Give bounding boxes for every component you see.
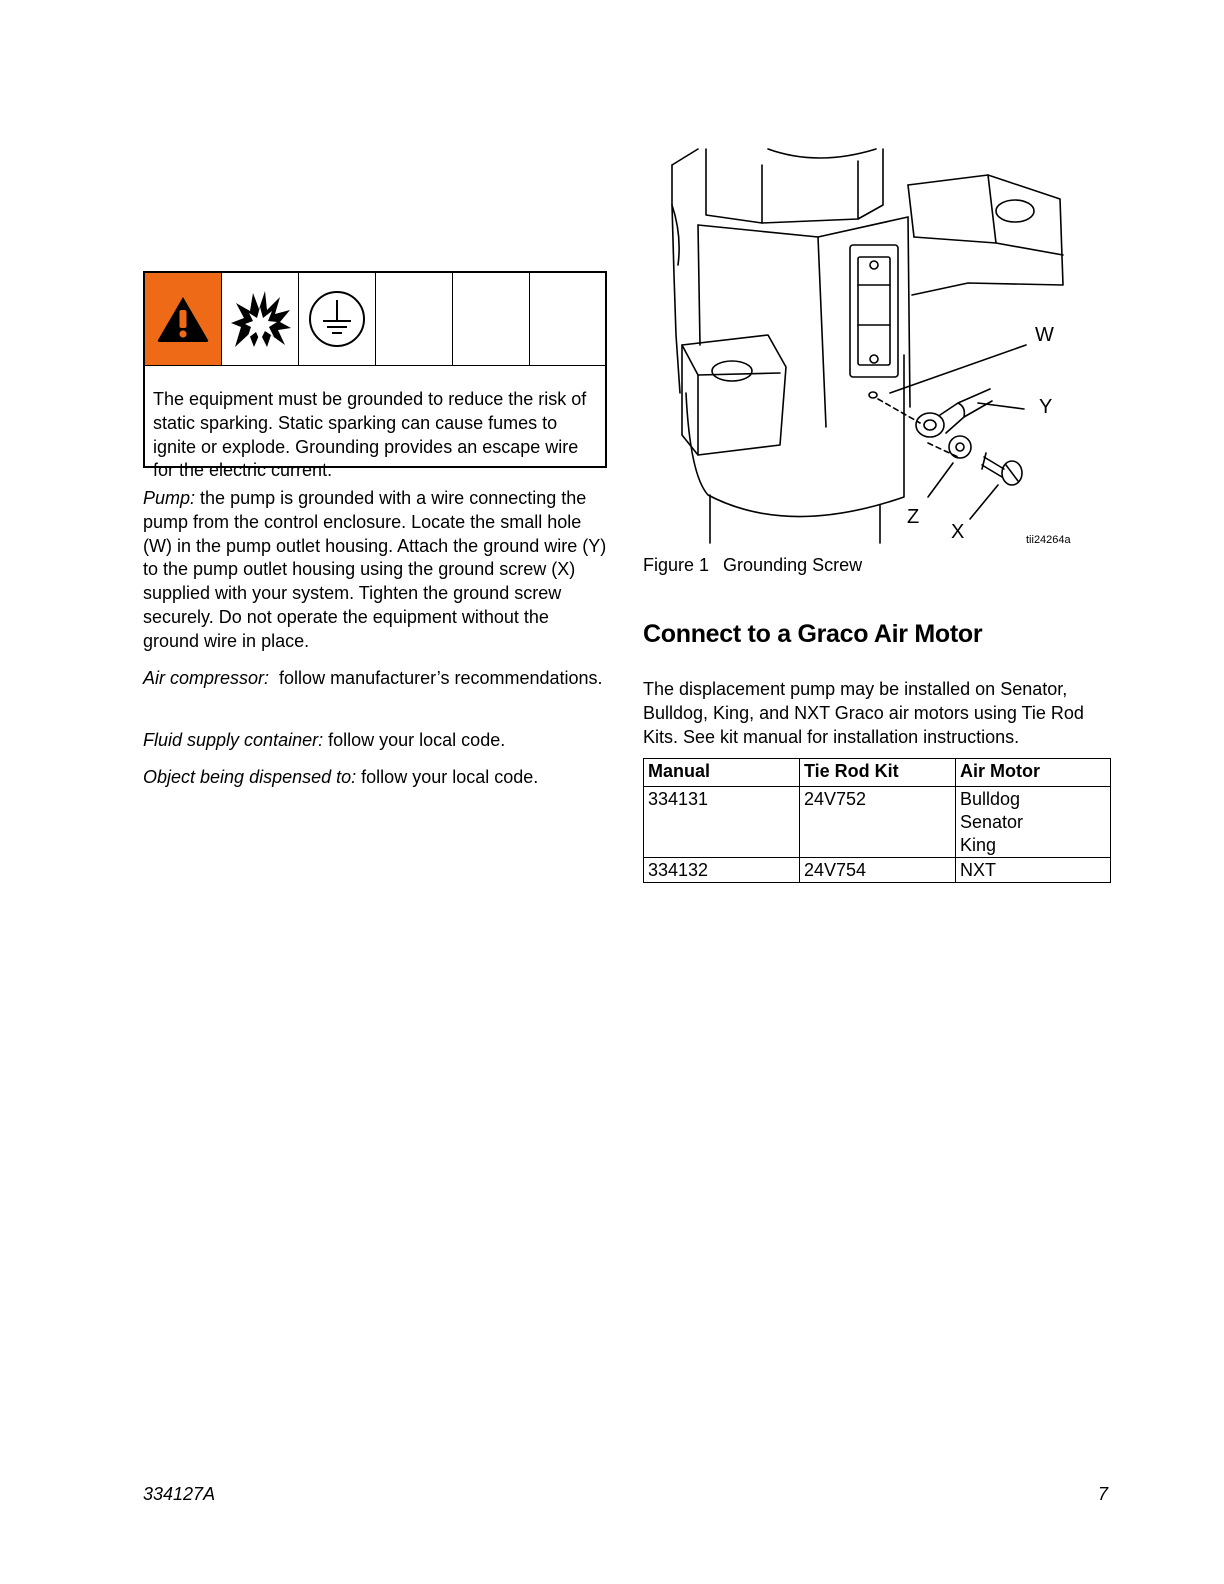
empty-icon-cell (530, 273, 605, 365)
pump-paragraph (143, 487, 608, 654)
empty-icon-cell (376, 273, 453, 365)
motor-item: King (960, 835, 997, 855)
motor-item: Senator (960, 812, 1024, 832)
motor-item: NXT (960, 860, 996, 880)
footer-doc-number: 334127A (143, 1484, 216, 1504)
grounding-screw-figure (668, 145, 1088, 550)
cell-kit: 24V754 (800, 858, 956, 883)
figure-title: Grounding Screw (723, 555, 863, 575)
warning-triangle-icon (145, 273, 222, 365)
section-intro: The displacement pump may be installed on Senator, Bulldog, King, and NXT Graco air motors using Tie Rod Kits. See kit manual for installation instructions. (643, 679, 1084, 747)
fluid-supply-paragraph (143, 729, 608, 753)
empty-icon-cell (453, 273, 530, 365)
air-compressor-paragraph (143, 667, 608, 691)
object-label: Object being dispensed to: (143, 767, 357, 787)
figure-caption (643, 555, 862, 576)
warning-text: The equipment must be grounded to reduce the risk of static sparking. Static sparking can cause fumes to ignite or explode. Grounding provides an escape wire for the electric current. (153, 389, 587, 481)
header-tie-rod-kit: Tie Rod Kit (800, 759, 956, 787)
motor-item: Bulldog (960, 789, 1021, 809)
callout-y: Y (1039, 396, 1053, 418)
figure-image-id: tii24264a (1026, 534, 1071, 546)
figure-number: Figure 1 (643, 555, 710, 575)
object-text: follow your local code. (361, 767, 539, 787)
table-header-row (644, 759, 1111, 787)
explosion-icon (222, 273, 299, 365)
pump-text: the pump is grounded with a wire connecting the pump from the control enclosure. Locate the small hole (W) in the pump outlet housing. Attach the ground wire (Y) to the pump outlet housing using the ground screw (X) supplied with your system. Tighten the ground screw securely. Do not operate the equipment without the ground wire in place. (143, 488, 607, 651)
header-air-motor: Air Motor (956, 759, 1111, 787)
section-heading: Connect to a Graco Air Motor (643, 620, 983, 648)
pump-label: Pump: (143, 488, 196, 508)
warning-icon-row (145, 273, 605, 366)
callout-z: Z (907, 506, 920, 528)
footer-page-number: 7 (1098, 1484, 1109, 1504)
cell-manual: 334131 (644, 787, 800, 858)
header-manual: Manual (644, 759, 800, 787)
object-paragraph (143, 766, 608, 790)
callout-w: W (1035, 324, 1054, 346)
cell-manual: 334132 (644, 858, 800, 883)
grounding-screw-drawing (668, 145, 1088, 550)
cell-air-motor (956, 858, 1111, 883)
callout-x: X (951, 521, 965, 543)
table-row (644, 858, 1111, 883)
cell-air-motor (956, 787, 1111, 858)
grounding-warning-box (143, 271, 607, 481)
fluid-supply-text: follow your local code. (328, 730, 506, 750)
ground-symbol-icon (299, 273, 376, 365)
table-row (644, 787, 1111, 858)
cell-kit: 24V752 (800, 787, 956, 858)
air-compressor-label: Air compressor: (143, 668, 270, 688)
tie-rod-kit-table (643, 758, 1111, 883)
fluid-supply-label: Fluid supply container: (143, 730, 324, 750)
air-compressor-text: follow manufacturer’s recommendations. (279, 668, 603, 688)
